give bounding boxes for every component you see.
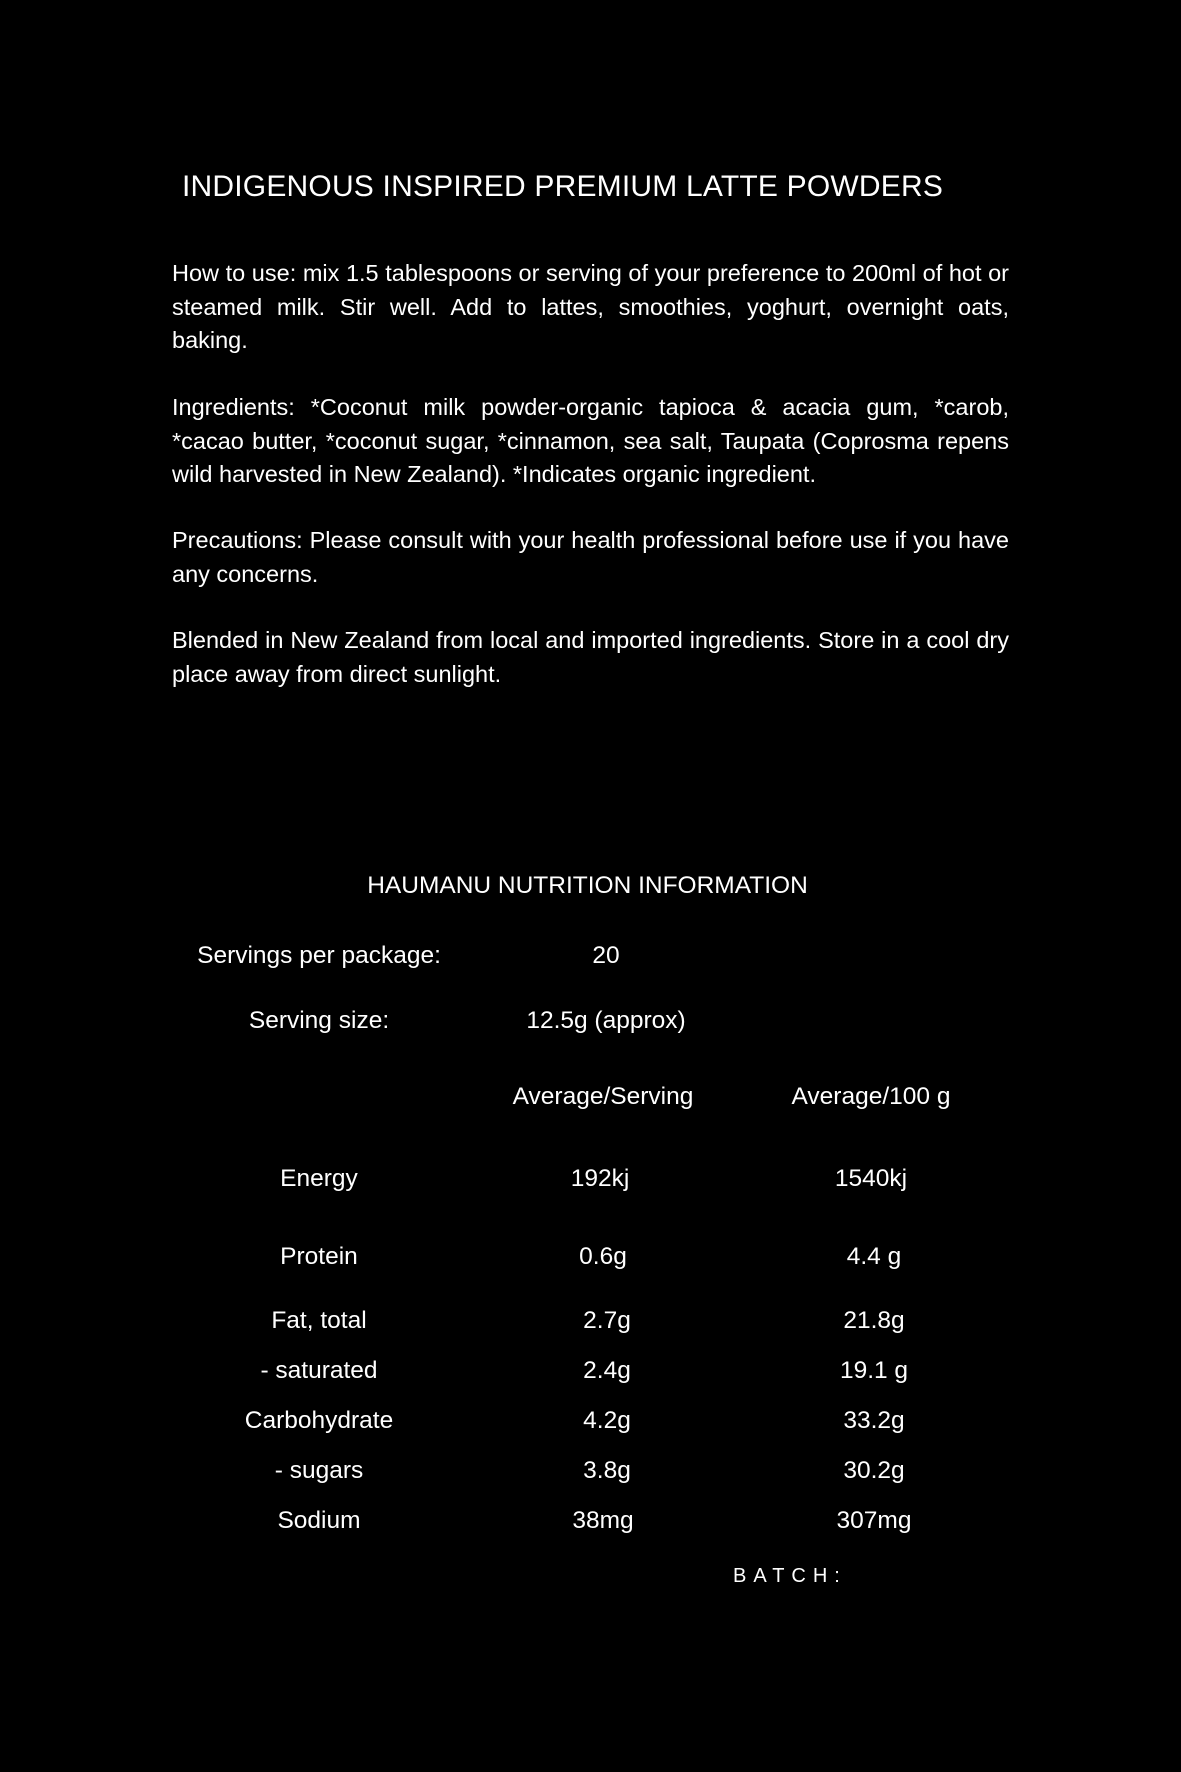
- nutrition-title: HAUMANU NUTRITION INFORMATION: [367, 872, 808, 899]
- column-header-100g: Average/100 g: [791, 1083, 951, 1110]
- row-label: Sodium: [277, 1507, 361, 1534]
- row-serving-value: 38mg: [572, 1507, 634, 1534]
- row-label: Energy: [280, 1165, 358, 1192]
- row-label: - sugars: [274, 1457, 364, 1484]
- row-serving-value: 0.6g: [579, 1243, 627, 1270]
- how-to-use-paragraph: How to use: mix 1.5 tablespoons or serving of your preference to 200ml of hot or steamed milk. Stir well. Add to lattes, smoothies, yoghurt, overnight oats, baking.: [172, 260, 1009, 353]
- row-label: Fat, total: [271, 1307, 367, 1334]
- row-serving-value: 3.8g: [583, 1457, 631, 1484]
- serving-size-label: Serving size:: [248, 1007, 390, 1034]
- serving-size-value: 12.5g (approx): [526, 1007, 686, 1034]
- servings-value: 20: [592, 942, 620, 969]
- ingredients-paragraph: Ingredients: *Coconut milk powder-organic tapioca & acacia gum, *carob, *cacao butter, *coconut sugar, *cinnamon, sea salt, Taupata (Coprosma repens wild harvested in New Zealand). *Indicates organic ingredient.: [172, 394, 1009, 487]
- batch-label: BATCH:: [733, 1565, 847, 1587]
- row-serving-value: 2.4g: [583, 1357, 631, 1384]
- origin-paragraph: Blended in New Zealand from local and imported ingredients. Store in a cool dry place away from direct sunlight.: [172, 627, 1009, 687]
- product-title: INDIGENOUS INSPIRED PREMIUM LATTE POWDERS: [182, 170, 944, 203]
- row-label: Protein: [280, 1243, 358, 1270]
- servings-label: Servings per package:: [197, 942, 441, 969]
- row-label: - saturated: [260, 1357, 378, 1384]
- row-100g-value: 21.8g: [843, 1307, 905, 1334]
- row-100g-value: 33.2g: [843, 1407, 905, 1434]
- column-header-serving: Average/Serving: [512, 1083, 694, 1110]
- row-label: Carbohydrate: [244, 1407, 394, 1434]
- row-100g-value: 19.1 g: [839, 1357, 909, 1384]
- row-serving-value: 4.2g: [583, 1407, 631, 1434]
- row-100g-value: 4.4 g: [846, 1243, 902, 1270]
- row-100g-value: 1540kj: [834, 1165, 908, 1192]
- row-serving-value: 192kj: [570, 1165, 630, 1192]
- row-serving-value: 2.7g: [583, 1307, 631, 1334]
- precautions-paragraph: Precautions: Please consult with your health professional before use if you have any concerns.: [172, 527, 1009, 587]
- row-100g-value: 30.2g: [843, 1457, 905, 1484]
- row-100g-value: 307mg: [836, 1507, 912, 1534]
